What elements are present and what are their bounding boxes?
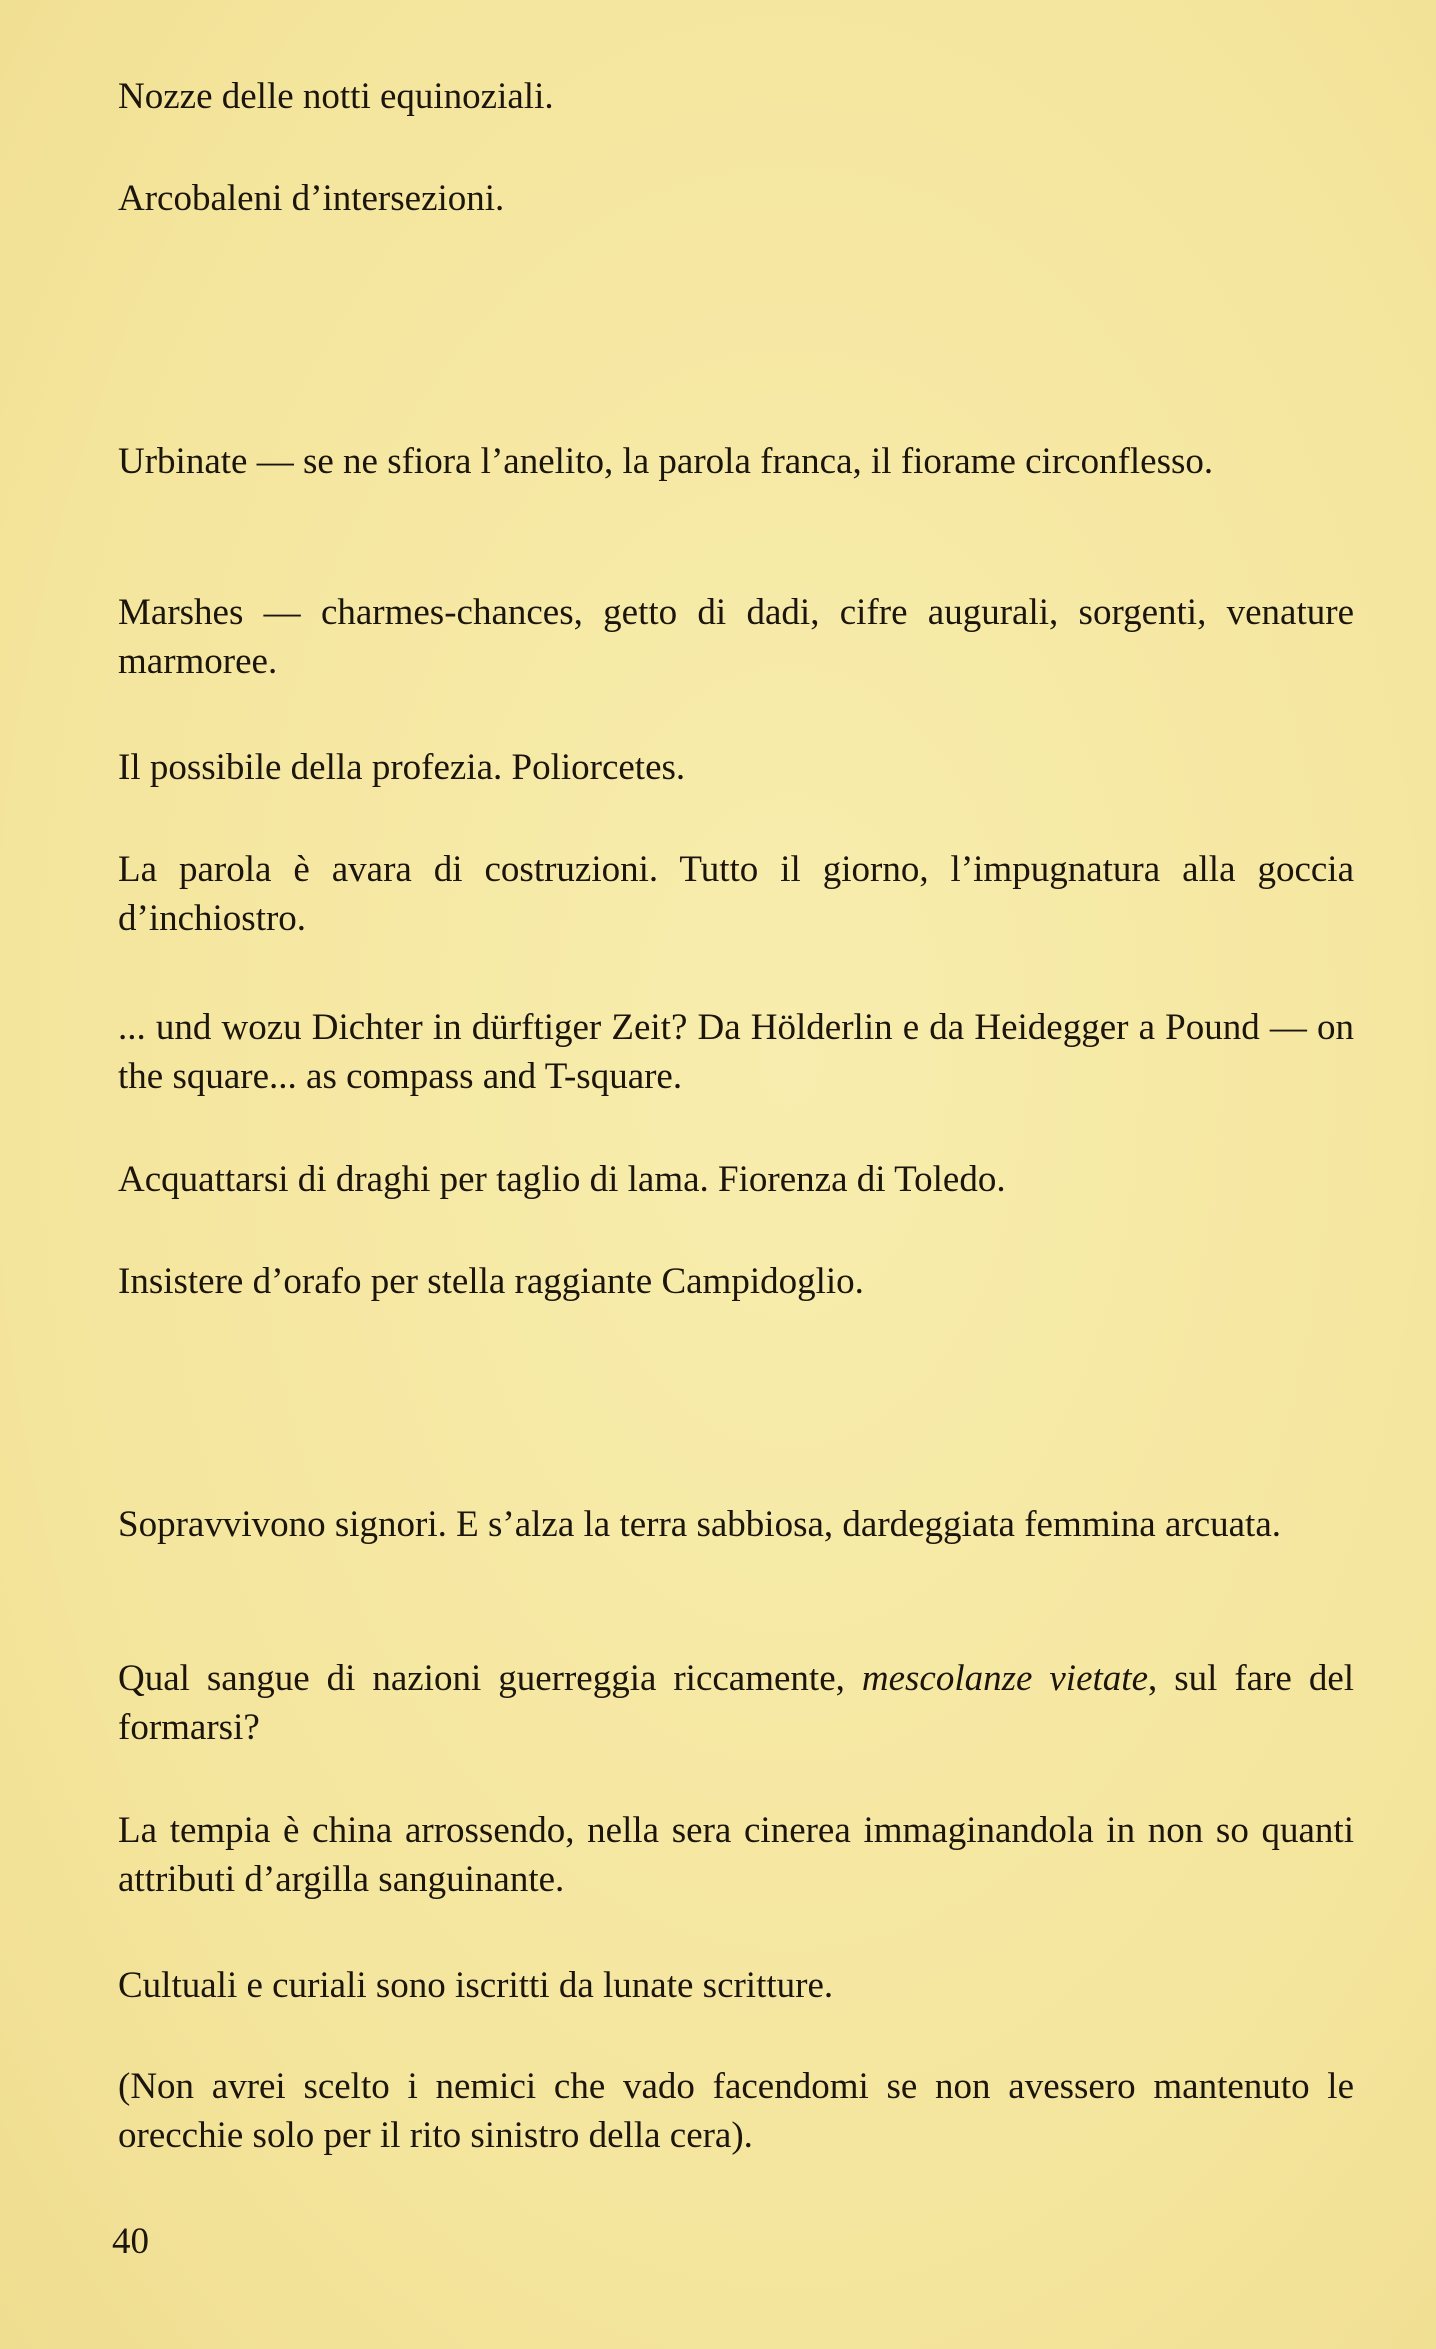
paragraph-3: Urbinate — se ne sfiora l’anelito, la parola franca, il fiorame circonflesso.: [118, 441, 1214, 482]
paragraph-14: (Non avrei scelto i nemici che vado facendomi se non avessero mantenuto le orecchie solo per il rito sinistro della cera).: [118, 2066, 1354, 2156]
paragraph-13: Cultuali e curiali sono iscritti da lunate scritture.: [118, 1965, 834, 2006]
paragraph-11-italic: mescolanze vietate: [861, 1658, 1148, 1699]
paragraph-11-lead: Qual sangue di nazioni guerreggia riccamente,: [118, 1658, 862, 1699]
paragraph-11: [118, 1654, 1354, 1752]
paragraph-8: Acquattarsi di draghi per taglio di lama. Fiorenza di Toledo.: [118, 1159, 1006, 1200]
paragraph-5: Il possibile della profezia. Poliorcetes.: [118, 747, 686, 788]
paragraph-11-comma: ,: [1148, 1658, 1158, 1699]
paragraph-4: Marshes — charmes-chances, getto di dadi, cifre augurali, sorgenti, venature marmoree.: [118, 592, 1354, 682]
paragraph-2: Arcobaleni d’intersezioni.: [118, 178, 505, 219]
paragraph-11-tail: sul fare del formarsi?: [118, 1658, 1355, 1748]
paragraph-9: Insistere d’orafo per stella raggiante Campidoglio.: [118, 1261, 864, 1302]
paragraph-6: La parola è avara di costruzioni. Tutto il giorno, l’impugnatura alla goccia d’inchiostro.: [118, 849, 1354, 939]
page-number: 40: [112, 2221, 149, 2262]
paragraph-12: La tempia è china arrossendo, nella sera cinerea immaginandola in non so quanti attributi d’argilla sanguinante.: [118, 1810, 1354, 1900]
paragraph-7: ... und wozu Dichter in dürftiger Zeit? Da Hölderlin e da Heidegger a Pound — on the square... as compass and T-square.: [118, 1007, 1354, 1097]
paragraph-10: Sopravvivono signori. E s’alza la terra sabbiosa, dardeggiata femmina arcuata.: [118, 1504, 1282, 1545]
paragraph-1: Nozze delle notti equinoziali.: [118, 76, 554, 117]
